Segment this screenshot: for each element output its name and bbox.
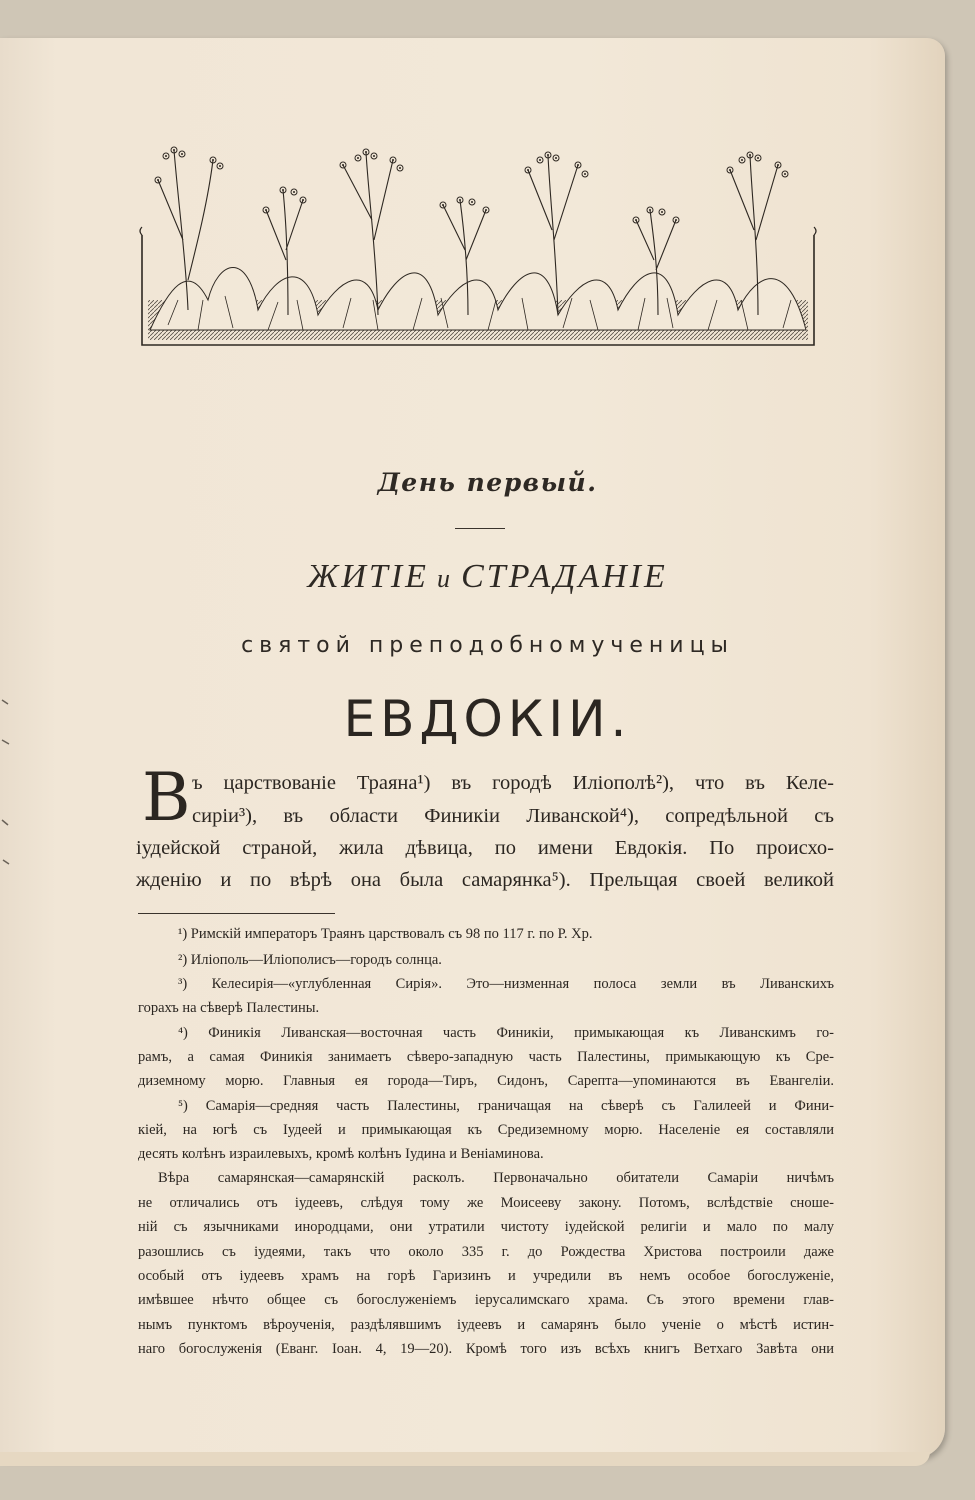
- day-heading: День первый.: [377, 468, 598, 497]
- footnote-line: ⁴) Финикія Ливанская—восточная часть Финикіи, примыкающая къ Ливанскимъ го-: [178, 1025, 834, 1041]
- footnote-line: горахъ на сѣверѣ Палестины.: [138, 1000, 320, 1016]
- footnote-line: ¹) Римскій императоръ Траянъ царствовалъ съ 98 по 117 г. по Р. Хр.: [178, 926, 593, 942]
- title-part-2: СТРАДАНІЕ: [461, 558, 668, 595]
- subtitle: святой преподобномученицы: [241, 633, 734, 658]
- footnote-line: разошлись съ іудеями, такъ что около 335 г. до Рождества Христова построили даже: [138, 1244, 834, 1260]
- footnote-rule: [138, 913, 335, 914]
- body-line: іудейской страной, жила дѣвица, по имени Евдокія. По происхо-: [136, 837, 834, 859]
- footnote-line: Вѣра самарянская—самарянскій расколъ. Первоначально обитатели Самаріи ничѣмъ: [158, 1170, 834, 1186]
- footnote-line: рамъ, а самая Финикія занимаетъ сѣверо-западную часть Палестины, примыкающую къ Сре-: [138, 1049, 834, 1065]
- body-line: ъ царствованіе Траяна¹) въ городѣ Иліополѣ²), что въ Келе-: [192, 772, 834, 794]
- page-edge: [0, 1452, 930, 1466]
- footnote-line: десять колѣнъ израилевыхъ, кромѣ колѣнъ Іудина и Веніаминова.: [138, 1146, 544, 1162]
- title-conjunction: и: [437, 564, 454, 593]
- footnote-line: не отличались отъ іудеевъ, слѣдуя тому же Моисееву закону. Потомъ, вслѣдствіе сноше-: [138, 1195, 834, 1211]
- body-line: жденію и по вѣрѣ она была самарянка⁵). Прельщая своей великой: [136, 869, 834, 891]
- footnote-line: диземному морю. Главныя ея города—Тиръ, Сидонъ, Сарепта—упоминаются въ Евангеліи.: [138, 1073, 834, 1089]
- floral-headpiece-ornament: [138, 140, 818, 350]
- footnote-line: кіей, на югѣ съ Іудеей и примыкающая къ Средиземному морю. Населеніе ея составляли: [138, 1122, 834, 1138]
- body-line: сиріи³), въ области Финикіи Ливанской⁴), сопредѣльной съ: [192, 805, 834, 827]
- main-title: [0, 558, 975, 596]
- footnote-line: нымъ пунктомъ вѣроученія, раздѣлявшимъ іудеевъ и самарянъ было ученіе о мѣстѣ истин-: [138, 1317, 834, 1333]
- title-part-1: ЖИТІЕ: [307, 558, 429, 595]
- footnote-line: имѣвшее нѣчто общее съ богослуженіемъ іерусалимскаго храма. Съ этого времени глав-: [138, 1292, 834, 1308]
- footnote-line: ³) Келесирія—«углубленная Сирія». Это—низменная полоса земли въ Ливанскихъ: [178, 976, 834, 992]
- heading-rule: [455, 528, 505, 529]
- drop-cap: В: [142, 759, 191, 836]
- saint-name: ЕВДОКІИ.: [343, 690, 632, 748]
- footnote-line: ⁵) Самарія—средняя часть Палестины, граничащая на сѣверѣ съ Галилеей и Фини-: [178, 1098, 834, 1114]
- footnote-line: ²) Иліополь—Иліополисъ—городъ солнца.: [178, 952, 442, 968]
- footnote-line: наго богослуженія (Еванг. Іоан. 4, 19—20). Кромѣ того изъ всѣхъ книгъ Ветхаго Завѣта они: [138, 1341, 834, 1357]
- footnote-line: особый отъ іудеевъ храмъ на горѣ Гаризинъ и учредили въ немъ особое богослуженіе,: [138, 1268, 834, 1284]
- footnote-line: ній съ язычниками инородцами, они утратили чистоту іудейской религіи и мало по малу: [138, 1219, 834, 1235]
